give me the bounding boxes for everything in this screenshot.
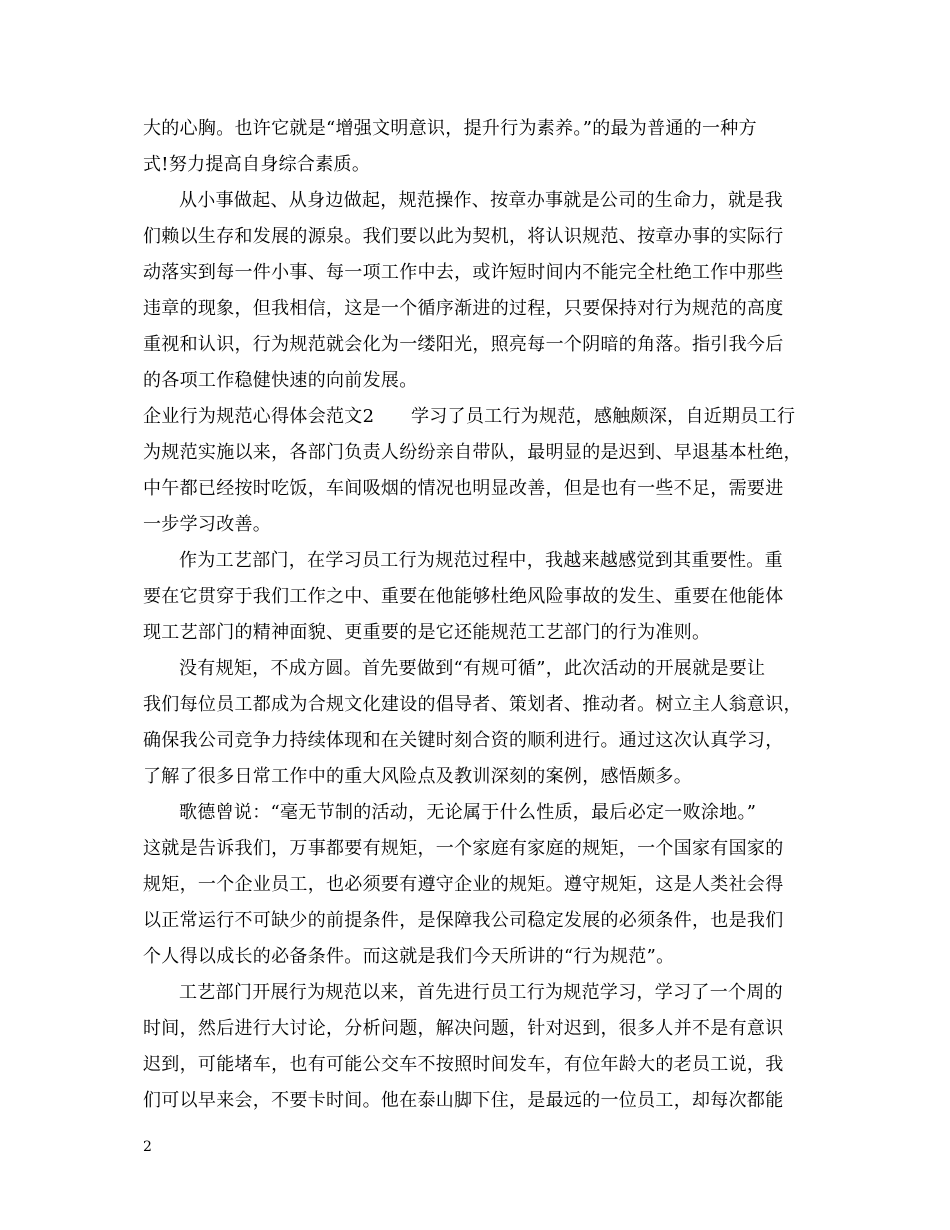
text-line: 为规范实施以来，各部门负责人纷纷亲自带队，最明显的是迟到、早退基本杜绝， xyxy=(143,442,802,463)
text-line: 动落实到每一件小事、每一项工作中去，或许短时间内不能完全杜绝工作中那些 xyxy=(143,262,784,283)
text-line: 违章的现象，但我相信，这是一个循序渐进的过程，只要保持对行为规范的高度 xyxy=(143,298,784,319)
text-line: 一步学习改善。 xyxy=(143,514,272,535)
text-line: 们赖以生存和发展的源泉。我们要以此为契机，将认识规范、按章办事的实际行 xyxy=(143,226,784,247)
text-line: 歌德曾说：“毫无节制的活动，无论属于什么性质，最后必定一败涂地。” xyxy=(179,802,757,823)
text-line: 们可以早来会，不要卡时间。他在泰山脚下住，是最远的一位员工，却每次都能 xyxy=(143,1090,784,1111)
text-line: 没有规矩，不成方圆。首先要做到“有规可循”，此次活动的开展就是要让 xyxy=(179,658,766,679)
text-line: 的各项工作稳健快速的向前发展。 xyxy=(143,370,418,391)
text-line: 企业行为规范心得体会范文2 学习了员工行为规范，感触颇深，自近期员工行 xyxy=(143,406,796,427)
text-line: 大的心胸。也许它就是“增强文明意识，提升行为素养。”的最为普通的一种方 xyxy=(143,118,757,139)
text-line: 以正常运行不可缺少的前提条件，是保障我公司稳定发展的必须条件，也是我们 xyxy=(143,910,784,931)
text-line: 时间，然后进行大讨论，分析问题，解决问题，针对迟到，很多人并不是有意识 xyxy=(143,1018,784,1039)
text-line: 现工艺部门的精神面貌、更重要的是它还能规范工艺部门的行为准则。 xyxy=(143,622,711,643)
text-line: 工艺部门开展行为规范以来，首先进行员工行为规范学习，学习了一个周的 xyxy=(179,982,783,1003)
text-line: 这就是告诉我们，万事都要有规矩，一个家庭有家庭的规矩，一个国家有国家的 xyxy=(143,838,784,859)
text-line: 作为工艺部门，在学习员工行为规范过程中，我越来越感觉到其重要性。重 xyxy=(179,550,783,571)
text-line: 要在它贯穿于我们工作之中、重要在他能够杜绝风险事故的发生、重要在他能体 xyxy=(143,586,784,607)
text-line: 我们每位员工都成为合规文化建设的倡导者、策划者、推动者。树立主人翁意识， xyxy=(143,694,802,715)
text-line: 中午都已经按时吃饭，车间吸烟的情况也明显改善，但是也有一些不足，需要进 xyxy=(143,478,784,499)
text-line: 规矩，一个企业员工，也必须要有遵守企业的规矩。遵守规矩，这是人类社会得 xyxy=(143,874,784,895)
text-line: 了解了很多日常工作中的重大风险点及教训深刻的案例，感悟颇多。 xyxy=(143,766,692,787)
text-line: 式!努力提高自身综合素质。 xyxy=(143,154,371,175)
page-number: 2 xyxy=(143,1139,152,1155)
text-line: 从小事做起、从身边做起，规范操作、按章办事就是公司的生命力，就是我 xyxy=(179,190,783,211)
text-line: 重视和认识，行为规范就会化为一缕阳光，照亮每一个阴暗的角落。指引我今后 xyxy=(143,334,784,355)
text-line: 个人得以成长的必备条件。而这就是我们今天所讲的“行为规范”。 xyxy=(143,946,675,967)
text-line: 迟到，可能堵车，也有可能公交车不按照时间发车，有位年龄大的老员工说，我 xyxy=(143,1054,784,1075)
text-line: 确保我公司竞争力持续体现和在关键时刻合资的顺利进行。通过这次认真学习， xyxy=(143,730,784,751)
